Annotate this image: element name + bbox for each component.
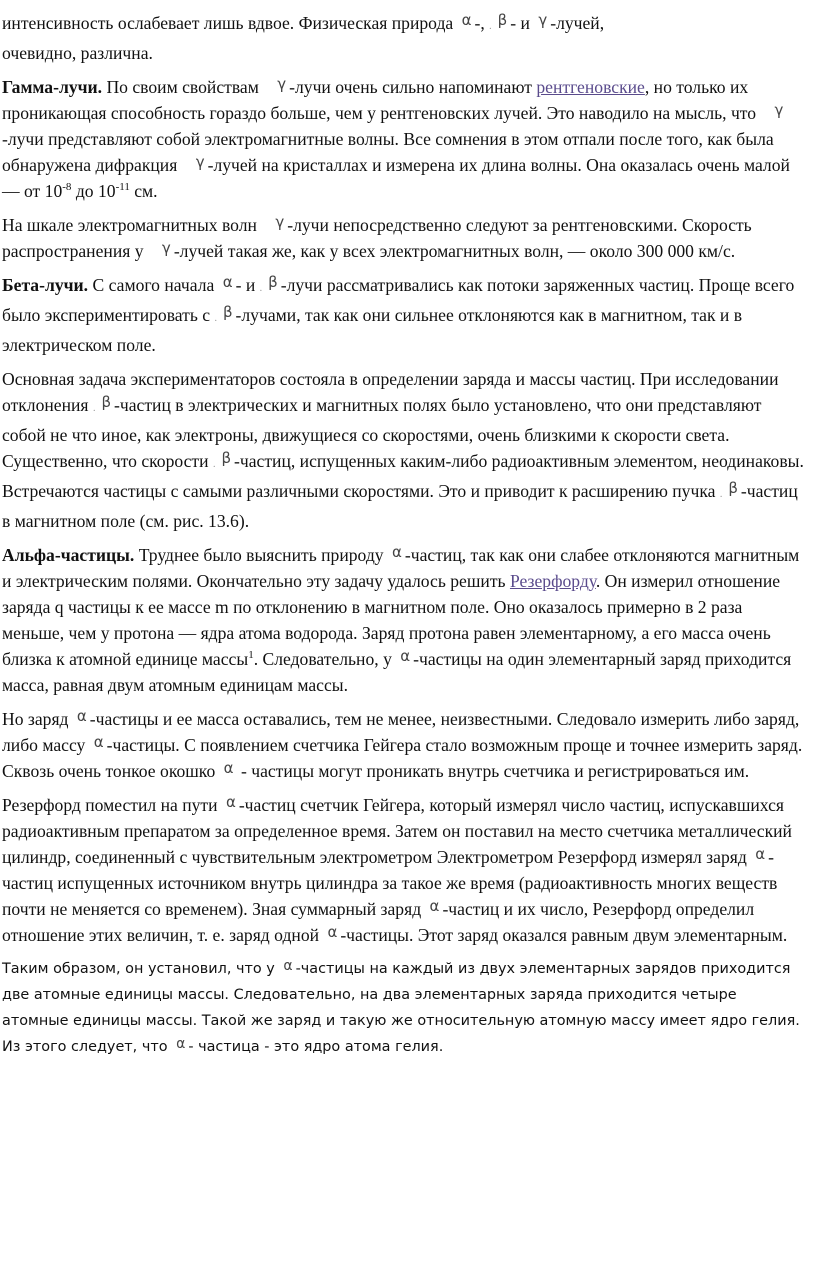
text: Основная задача экспериментаторов состояла в определении заряда и массы частиц. При исследовании отклонения: [2, 369, 779, 415]
beta-symbol-icon: β: [268, 273, 278, 291]
paragraph-em-scale: [2, 212, 806, 264]
text: Труднее было выяснить природу: [134, 545, 388, 565]
dot-mark: .: [212, 459, 216, 470]
gamma-symbol-icon: γ: [538, 11, 548, 29]
section-heading-beta: Бета-лучи.: [2, 275, 89, 295]
alpha-symbol-icon: α: [400, 647, 411, 665]
text: -частиц в электрических и магнитных полях было установлено, что они представляют собой не что иное, как электроны, движущиеся со скоростями, очень близкими к скорости света. Существенно, что скорости: [2, 395, 762, 471]
text: интенсивность ослабевает лишь вдвое. Физическая природа: [2, 13, 458, 33]
text: - частиц испущенных источником внутрь цилиндра за такое же время (радиоактивность многих веществ почти не меняется со временем). Зная суммарный заряд: [2, 847, 778, 919]
text: -частицы. С появлением счетчика Гейгера стало возможным проще и точнее измерить заряд. Сквозь очень тонкое окошко: [2, 735, 803, 781]
text: На шкале электромагнитных волн: [2, 215, 262, 235]
alpha-symbol-icon: α: [223, 759, 234, 777]
gamma-symbol-icon: γ: [774, 101, 784, 119]
text: -,: [474, 13, 490, 33]
text: - частица - это ядро атома гелия.: [188, 1039, 444, 1055]
alpha-symbol-icon: α: [429, 897, 440, 915]
beta-symbol-icon: β: [497, 11, 508, 29]
text: -лучи непосредственно следуют за рентгеновскими. Скорость распространения у: [2, 215, 752, 261]
paragraph-rutherford-experiment: [2, 792, 806, 948]
beta-symbol-icon: β: [728, 479, 738, 497]
gamma-symbol-icon: γ: [195, 153, 205, 171]
text: -лучи рассматривались как потоки заряженных частиц. Проще всего было экспериментировать с: [2, 275, 795, 325]
text: -лучей,: [550, 13, 605, 33]
paragraph-gamma-rays: [2, 74, 806, 204]
alpha-symbol-icon: α: [283, 958, 293, 974]
beta-symbol-icon: β: [221, 449, 232, 467]
text: -лучи очень сильно напоминают: [289, 77, 537, 97]
text: - и: [510, 13, 535, 33]
text: . Следовательно, у: [253, 649, 397, 669]
text: . Он измерил отношение заряда q частицы к ее массе m по отклонению в магнитном поле. Оно оказалось примерно в 2 раза меньше, чем у протона — ядра атома водорода. Заряд протона равен элементарному, а его масса очень близка к атомной единице массы: [2, 571, 781, 669]
paragraph-main-task: [2, 366, 806, 534]
text: -частицы и ее масса оставались, тем не менее, неизвестными. Следовало измерить либо заряд, либо массу: [2, 709, 800, 755]
text: -частицы на каждый из двух элементарных зарядов приходится две атомные единицы массы. Следовательно, на два элементарных заряда приходится четыре атомные единицы массы. Такой же заряд и такую же относительную атомную массу имеет ядро гелия. Из этого следует, что: [2, 961, 800, 1055]
alpha-symbol-icon: α: [176, 1036, 186, 1052]
text: -лучами, так как они сильнее отклоняются как в магнитном, так и в электрическом поле.: [2, 305, 743, 355]
text: По своим свойствам: [102, 77, 264, 97]
paragraph-beta-rays: [2, 272, 806, 358]
link-x-rays[interactable]: рентгеновские: [536, 77, 645, 97]
text: Резерфорд поместил на пути: [2, 795, 222, 815]
paragraph-alpha-particles: [2, 542, 806, 698]
text: , но только их проникающая способность гораздо больше, чем у рентгеновских лучей. Это наводило на мысль, что: [2, 77, 761, 123]
exponent: -8: [62, 181, 72, 193]
text: -частицы. Этот заряд оказался равным двум элементарным.: [340, 925, 788, 945]
exponent: -11: [115, 181, 130, 193]
alpha-symbol-icon: α: [222, 273, 233, 291]
dot-mark: .: [92, 403, 96, 414]
dot-mark: .: [719, 489, 723, 500]
link-rutherford[interactable]: Резерфорду: [509, 571, 596, 591]
alpha-symbol-icon: α: [93, 733, 104, 751]
dot-mark: .: [259, 283, 263, 294]
gamma-symbol-icon: γ: [275, 213, 285, 231]
beta-symbol-icon: β: [222, 303, 233, 321]
alpha-symbol-icon: α: [392, 543, 402, 561]
text: Таким образом, он установил, что у: [2, 961, 280, 977]
text: - и: [235, 275, 260, 295]
text: -лучи представляют собой электромагнитные волны. Все сомнения в этом отпали после того, как была обнаружена дифракция: [2, 129, 774, 175]
text: - частицы могут проникать внутрь счетчика и регистрироваться им.: [236, 761, 750, 781]
text: -частицы на один элементарный заряд приходится масса, равная двум атомным единицам массы.: [2, 649, 792, 695]
text: -лучей на кристаллах и измерена их длина волны. Она оказалась очень малой — от 10: [2, 155, 790, 201]
alpha-symbol-icon: α: [755, 845, 766, 863]
text: -частиц, испущенных каким-либо радиоактивным элементом, неодинаковы. Встречаются частицы с самыми различными скоростями. Это и приводит к расширению пучка: [2, 451, 804, 501]
paragraph-conclusion: [2, 956, 806, 1060]
dot-mark: .: [489, 21, 492, 32]
section-heading-alpha: Альфа-частицы.: [2, 545, 135, 565]
text: -частиц в магнитном поле (см. рис. 13.6).: [2, 481, 798, 531]
alpha-symbol-icon: α: [76, 707, 87, 725]
alpha-symbol-icon: α: [225, 793, 236, 811]
alpha-symbol-icon: α: [461, 11, 472, 29]
dot-mark: .: [214, 313, 217, 324]
section-heading-gamma: Гамма-лучи.: [2, 77, 103, 97]
gamma-symbol-icon: γ: [161, 239, 171, 257]
beta-symbol-icon: β: [101, 393, 112, 411]
text: -лучей такая же, как у всех электромагнитных волн, — около 300 000 км/с.: [173, 241, 736, 261]
text: очевидно, различна.: [2, 43, 153, 63]
alpha-symbol-icon: α: [327, 923, 338, 941]
gamma-symbol-icon: γ: [277, 75, 287, 93]
footnote-mark: 1: [248, 649, 254, 661]
text: Но заряд: [2, 709, 73, 729]
text: -частиц, так как они слабее отклоняются магнитным и электрическим полями. Окончательно эту задачу удалось решить: [2, 545, 800, 591]
text: см.: [129, 181, 158, 201]
text: -частиц и их число, Резерфорд определил отношение этих величин, т. е. заряд одной: [2, 899, 755, 945]
text: С самого начала: [88, 275, 219, 295]
paragraph-charge-mass: [2, 706, 806, 784]
text: -частиц счетчик Гейгера, который измерял число частиц, испускавшихся радиоактивным препаратом за определенное время. Затем он поставил на место счетчика металлический цилиндр, соединенный с чувствительным электрометром Электрометром Резерфорд измерял заряд: [2, 795, 792, 867]
text: до 10: [71, 181, 116, 201]
paragraph-intro: [2, 10, 806, 66]
